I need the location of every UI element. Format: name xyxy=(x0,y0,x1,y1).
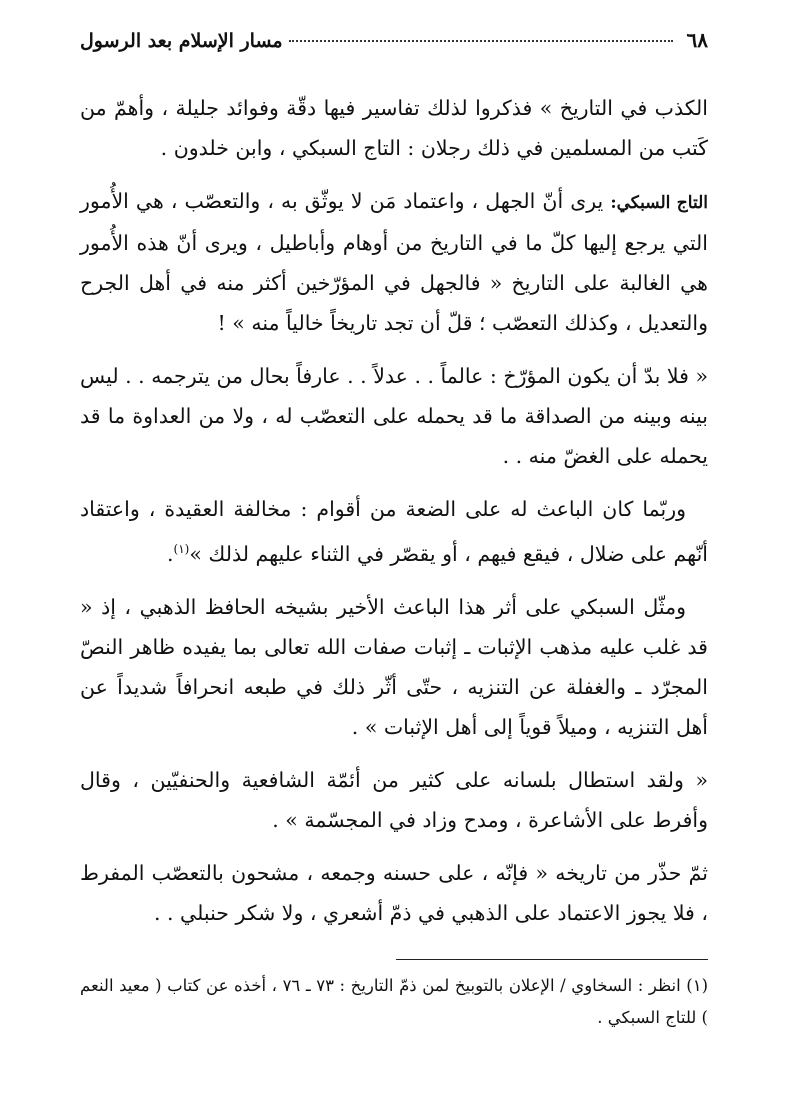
dotted-leader xyxy=(289,40,673,42)
paragraph-4-end: . xyxy=(167,541,174,566)
footnote: (١) انظر : السخاوي / الإعلان بالتوبيخ لمن ذمّ التاريخ : ٧٣ ـ ٧٦ ، أخذه عن كتاب ( معيد النعم ) للتاج السبكي . xyxy=(80,975,709,1027)
paragraph-2 xyxy=(80,181,708,343)
paragraph-2-text: يرى أنّ الجهل ، واعتماد مَن لا يوثّق به ، والتعصّب ، هي الأُمور التي يرجع إليها كلّ ما في التاريخ من أوهام وأباطيل ، ويرى أنّ هذه الأُمور هي الغالبة على التاريخ « فالجهل في المؤرّخين أكثر منه في أهل الجرح والتعديل ، وكذلك التعصّب ؛ قلّ أن تجد تاريخاً خالياً منه » ! xyxy=(80,189,708,335)
book-page xyxy=(80,28,708,1034)
footnote-marker: (١) xyxy=(173,542,190,556)
paragraph-4 xyxy=(80,489,708,574)
running-title: مسار الإسلام بعد الرسول xyxy=(80,30,283,52)
paragraph-4-text: وربّما كان الباعث له على الضعة من أقوام : مخالفة العقيدة ، واعتقاد أنّهم على ضلال ، فيقع فيهم ، أو يقصّر في الثناء عليهم لذلك » xyxy=(80,497,708,566)
paragraph-2-lead: التاج السبكي: xyxy=(610,193,708,213)
footnote-separator xyxy=(396,959,708,960)
page-number: ٦٨ xyxy=(686,28,708,52)
paragraph-6: « ولقد استطال بلسانه على كثير من أئمّة الشافعية والحنفيّين ، وقال وأفرط على الأشاعرة ، ومدح وزاد في المجسّمة » . xyxy=(80,767,708,832)
paragraph-3: « فلا بدّ أن يكون المؤرّخ : عالماً . . عدلاً . . عارفاً بحال من يترجمه . . ليس بينه وبينه من الصداقة ما قد يحمله على التعصّب له ، ولا من العداوة ما قد يحمله على الغضّ منه . . xyxy=(80,364,708,468)
paragraph-5: ومثّل السبكي على أثر هذا الباعث الأخير بشيخه الحافظ الذهبي ، إذ « قد غلب عليه مذهب الإثبات ـ إثبات صفات الله تعالى بما يفيده ظاهر النصّ المجرّد ـ والغفلة عن التنزيه ، حتّى أثّر ذلك في طبعه انحرافاً شديداً عن أهل التنزيه ، وميلاً قوياً إلى أهل الإثبات » . xyxy=(80,594,708,739)
page-header xyxy=(80,28,708,64)
paragraph-7: ثمّ حذّر من تاريخه « فإنّه ، على حسنه وجمعه ، مشحون بالتعصّب المفرط ، فلا يجوز الاعتماد على الذهبي في ذمّ أشعري ، ولا شكر حنبلي . . xyxy=(80,860,708,925)
paragraph-1: الكذب في التاريخ » فذكروا لذلك تفاسير فيها دقّة وفوائد جليلة ، وأهمّ من كَتب من المسلمين في ذلك رجلان : التاج السبكي ، وابن خلدون . xyxy=(80,96,708,160)
